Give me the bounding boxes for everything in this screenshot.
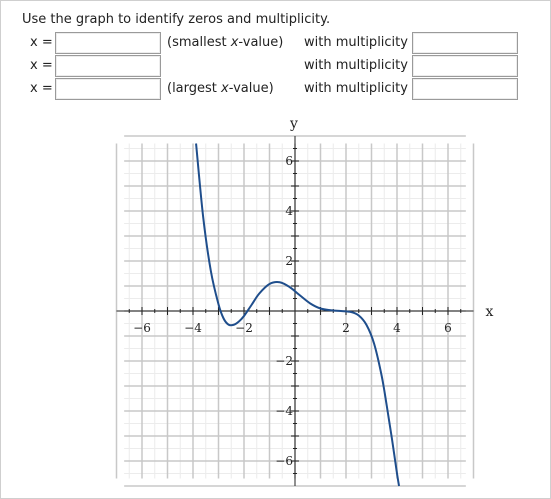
y-tick-label: −2 xyxy=(275,354,293,368)
multiplicity-label: with multiplicity xyxy=(304,35,408,50)
x-tick-label: −6 xyxy=(133,321,151,335)
y-tick-label: 6 xyxy=(285,154,293,168)
y-axis-label: y xyxy=(290,116,298,132)
y-tick-label: 2 xyxy=(285,254,293,268)
multiplicity-label: with multiplicity xyxy=(304,58,408,73)
x-tick-label: −2 xyxy=(235,321,253,335)
y-tick-label: 4 xyxy=(285,204,293,218)
x-tick-label: 2 xyxy=(342,321,350,335)
x-tick-label: −4 xyxy=(184,321,202,335)
x-equals-label: x = xyxy=(30,58,53,73)
multiplicity-label: with multiplicity xyxy=(304,81,408,96)
x-tick-label: 4 xyxy=(393,321,401,335)
axes xyxy=(117,116,494,486)
largest-x-note: (largest x-value) xyxy=(167,81,274,96)
question-text: Use the graph to identify zeros and multiplicity. xyxy=(22,12,331,27)
smallest-x-note: (smallest x-value) xyxy=(167,35,284,50)
x-tick-label: 6 xyxy=(444,321,452,335)
x-axis-label: x xyxy=(485,304,494,320)
y-tick-label: −6 xyxy=(275,454,293,468)
y-tick-label: −4 xyxy=(275,404,293,418)
x-equals-label: x = xyxy=(30,35,53,50)
polynomial-curve xyxy=(196,144,399,487)
x-equals-label: x = xyxy=(30,81,53,96)
